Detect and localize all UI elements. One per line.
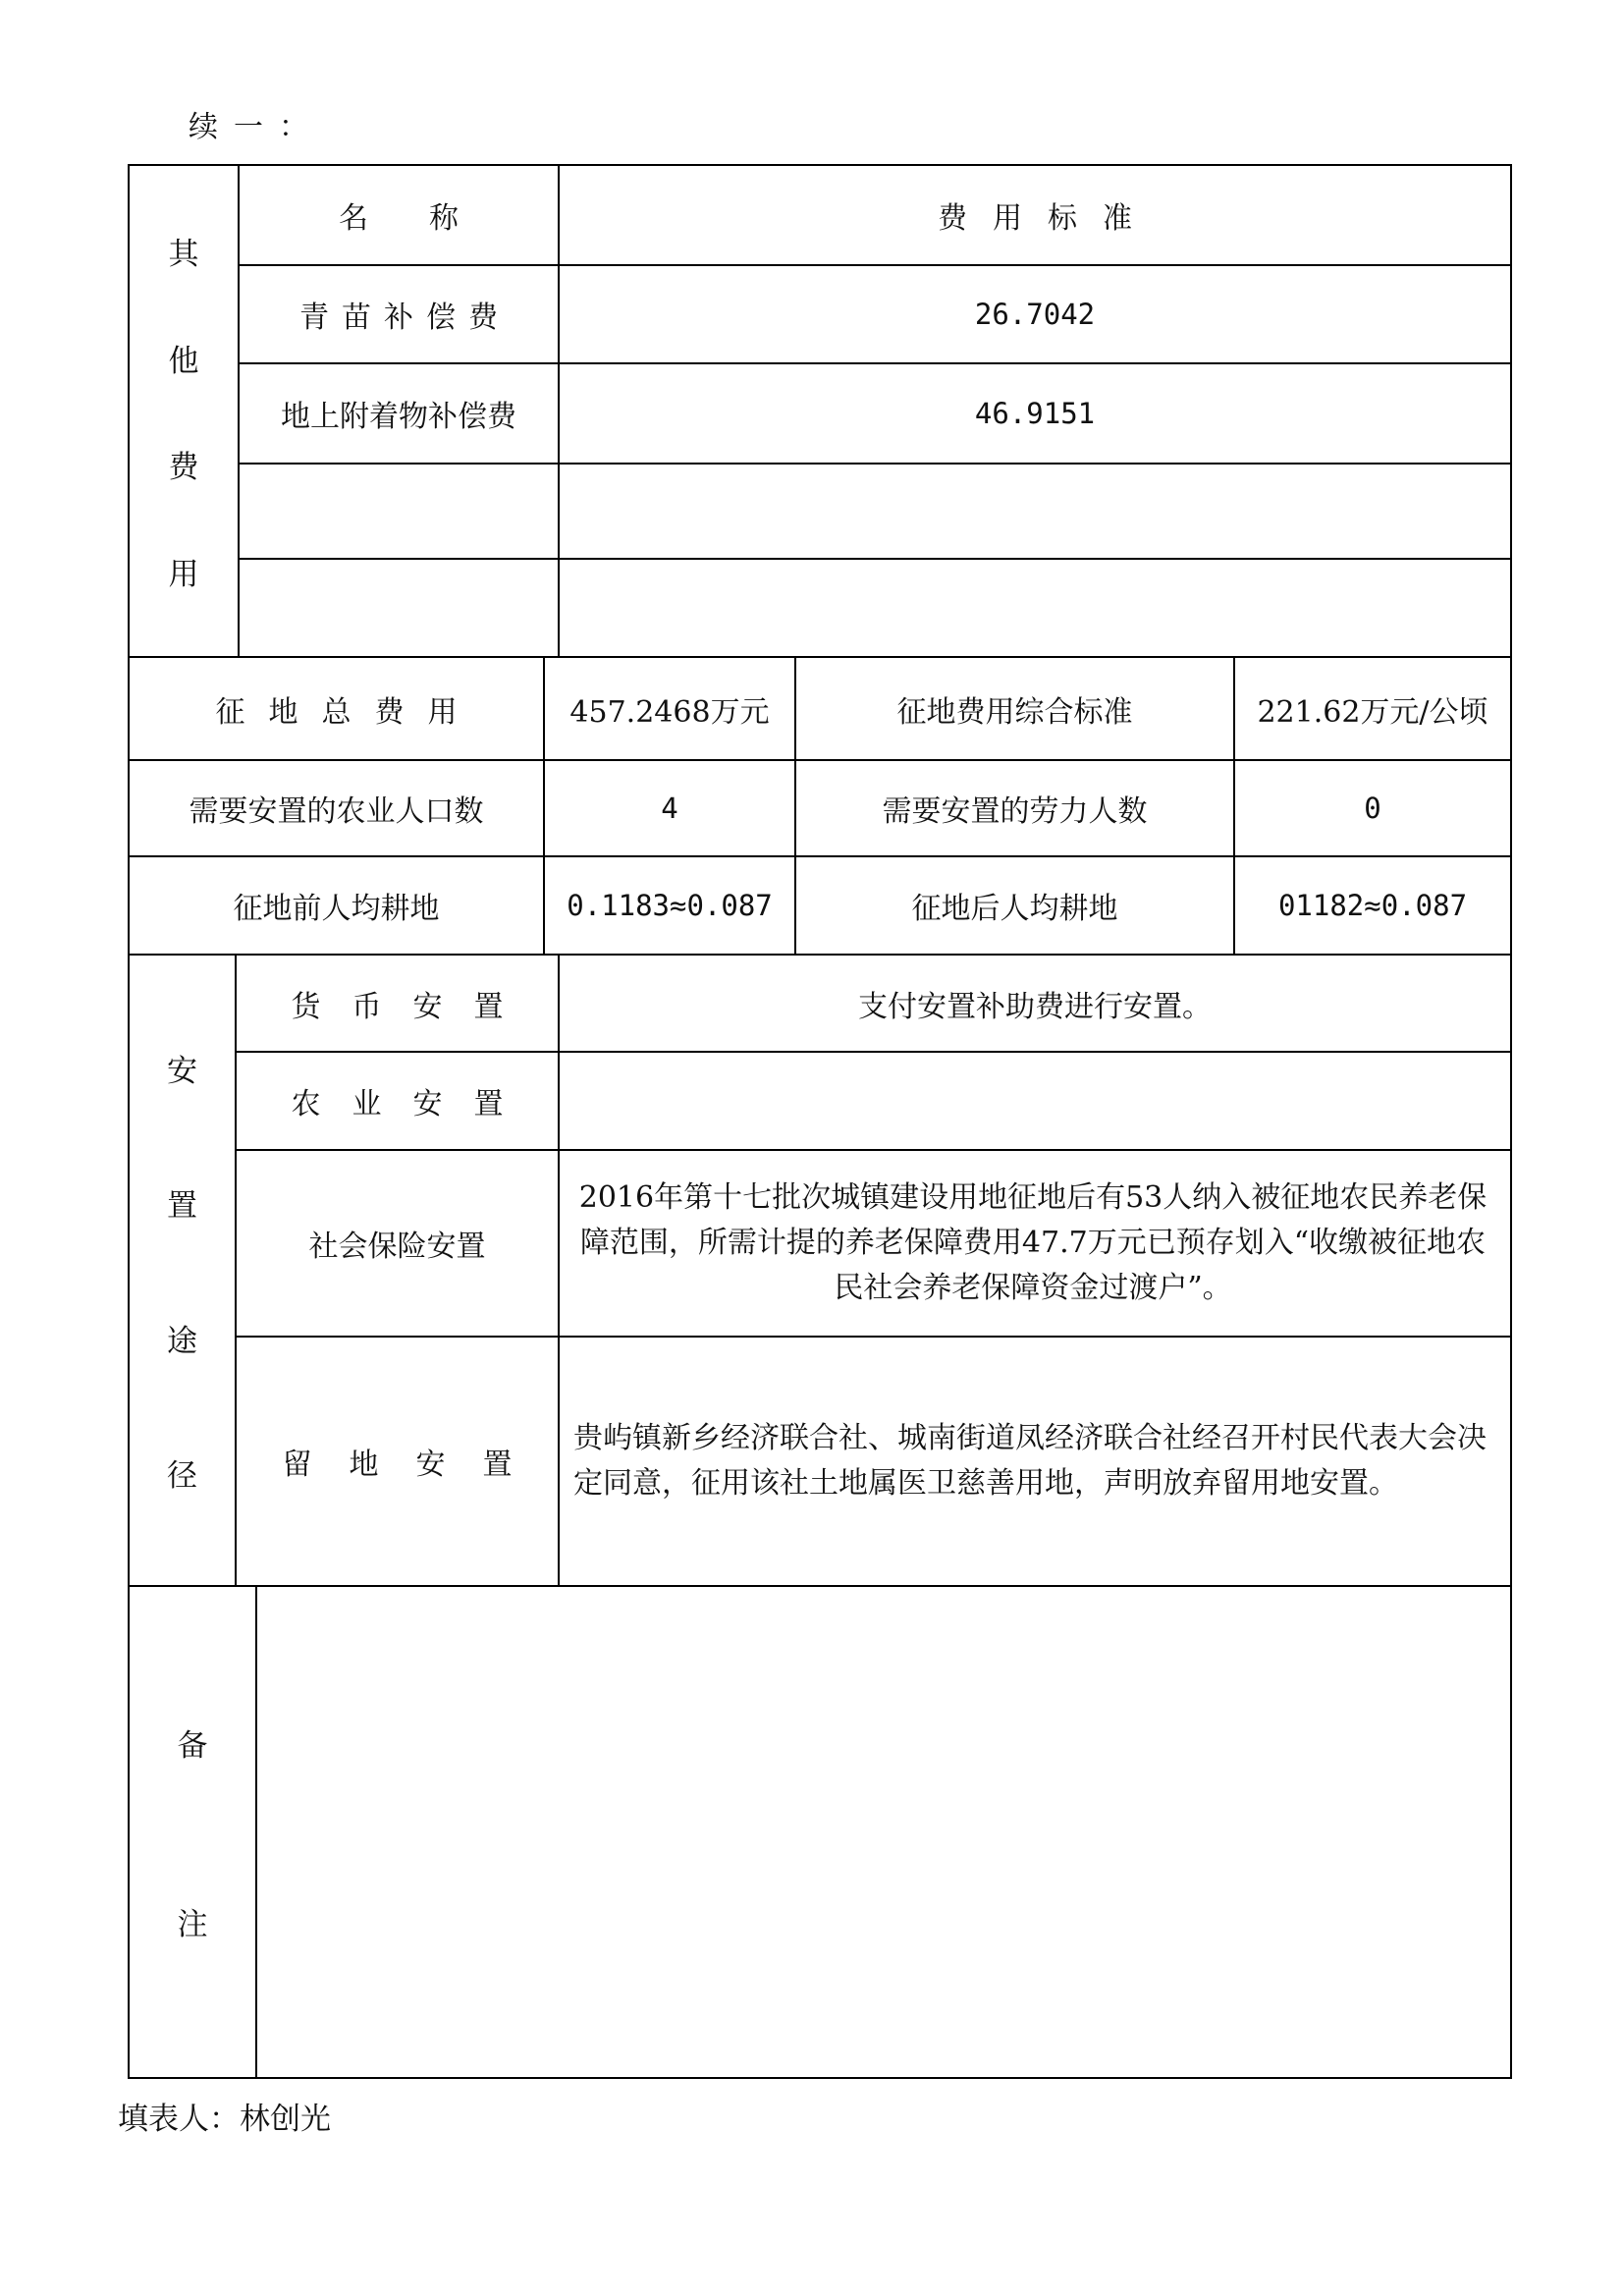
fee-name-empty	[240, 465, 560, 560]
labor-count-label: 需要安置的劳力人数	[796, 761, 1235, 857]
fee-value-empty	[560, 560, 1512, 658]
other-fees-label-char: 他	[168, 343, 199, 379]
filled-by: 填表人：林创光	[118, 2102, 331, 2137]
resettlement-label-char: 途	[167, 1323, 197, 1359]
continuation-label: 续一：	[189, 110, 324, 144]
agricultural-resettlement-content	[560, 1053, 1512, 1151]
social-insurance-resettlement-content: 2016年第十七批次城镇建设用地征地后有53人纳入被征地农民养老保障范围，所需计提的养老保障费用47.7万元已预存划入“收缴被征地农民社会养老保障资金过渡户”。	[560, 1151, 1512, 1338]
monetary-resettlement-label: 货币安置	[237, 956, 560, 1053]
farmland-before-label: 征地前人均耕地	[130, 857, 545, 956]
total-fee-label: 征地总费用	[130, 658, 545, 761]
resettlement-label-char: 置	[167, 1188, 197, 1225]
fee-value-empty	[560, 465, 1512, 560]
total-fee-value: 457.2468万元	[545, 658, 796, 761]
resettlement-label	[130, 956, 237, 1587]
fee-name-attachment-compensation: 地上附着物补偿费	[240, 364, 560, 465]
other-fees-label	[130, 166, 240, 658]
remarks-section	[130, 1587, 1512, 2079]
fee-value-crop-compensation: 26.7042	[560, 266, 1512, 364]
header-fee-standard: 费用标准	[560, 166, 1512, 266]
reserved-land-resettlement-label: 留地安置	[237, 1338, 560, 1587]
agricultural-population-value: 4	[545, 761, 796, 857]
resettlement-section	[130, 956, 1512, 1587]
remarks-content	[257, 1587, 1512, 2079]
composite-standard-value: 221.62万元/公顷	[1235, 658, 1512, 761]
monetary-resettlement-content: 支付安置补助费进行安置。	[560, 956, 1512, 1053]
composite-standard-label: 征地费用综合标准	[796, 658, 1235, 761]
other-fees-label-char: 其	[168, 236, 199, 272]
other-fees-label-char: 费	[168, 450, 199, 486]
fee-value-attachment-compensation: 46.9151	[560, 364, 1512, 465]
other-fees-label-char: 用	[168, 557, 199, 593]
farmland-after-label: 征地后人均耕地	[796, 857, 1235, 956]
resettlement-label-char: 径	[167, 1457, 197, 1494]
farmland-after-value: 01182≈0.087	[1235, 857, 1512, 956]
social-insurance-resettlement-label: 社会保险安置	[237, 1151, 560, 1338]
summary-section	[130, 658, 1512, 956]
farmland-before-value: 0.1183≈0.087	[545, 857, 796, 956]
land-acquisition-table	[128, 164, 1512, 2079]
remarks-label-char: 注	[177, 1906, 208, 1942]
other-fees-section	[130, 166, 1512, 658]
reserved-land-resettlement-content: 贵屿镇新乡经济联合社、城南街道凤经济联合社经召开村民代表大会决定同意，征用该社土地属医卫慈善用地，声明放弃留用地安置。	[560, 1338, 1512, 1587]
remarks-label	[130, 1587, 257, 2079]
remarks-label-char: 备	[177, 1728, 208, 1765]
agricultural-resettlement-label: 农业安置	[237, 1053, 560, 1151]
fee-name-empty	[240, 560, 560, 658]
fee-name-crop-compensation: 青苗补偿费	[240, 266, 560, 364]
labor-count-value: 0	[1235, 761, 1512, 857]
resettlement-label-char: 安	[167, 1054, 197, 1090]
header-name: 名称	[240, 166, 560, 266]
agricultural-population-label: 需要安置的农业人口数	[130, 761, 545, 857]
